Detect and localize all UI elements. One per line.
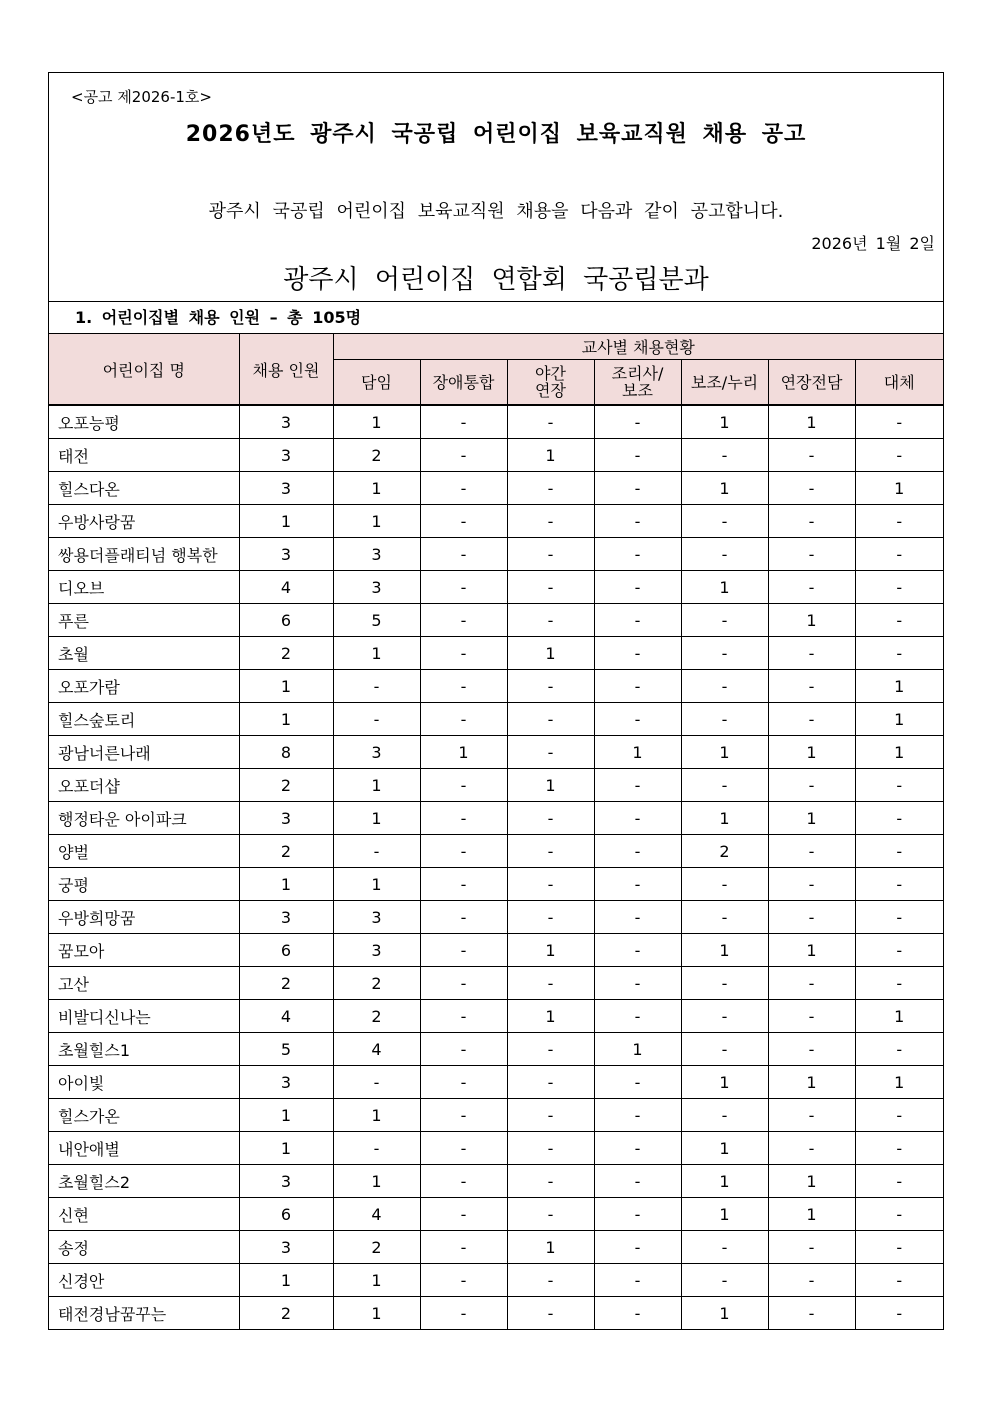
count-night-extended: - — [507, 1264, 594, 1297]
count-assistant-nuri: - — [681, 637, 768, 670]
daycare-name: 디오브 — [49, 571, 239, 604]
count-cook-assistant: - — [594, 637, 681, 670]
table-row — [49, 703, 943, 736]
total-count: 1 — [239, 868, 333, 901]
total-count: 3 — [239, 1165, 333, 1198]
count-substitute: - — [855, 538, 943, 571]
count-assistant-nuri: - — [681, 538, 768, 571]
table-row — [49, 1165, 943, 1198]
daycare-name: 신경안 — [49, 1264, 239, 1297]
count-assistant-nuri: 1 — [681, 736, 768, 769]
count-night-extended: - — [507, 604, 594, 637]
total-count: 6 — [239, 1198, 333, 1231]
count-substitute: 1 — [855, 703, 943, 736]
count-substitute: - — [855, 604, 943, 637]
header-teacher-group: 교사별 채용현황 — [333, 334, 943, 360]
count-extended-dedicated: - — [768, 670, 855, 703]
count-assistant-nuri: - — [681, 769, 768, 802]
section-title: 1. 어린이집별 채용 인원 – 총 105명 — [75, 308, 362, 327]
intro-text: 광주시 국공립 어린이집 보육교직원 채용을 다음과 같이 공고합니다. — [208, 201, 784, 222]
count-night-extended: 1 — [507, 934, 594, 967]
hiring-table — [49, 333, 943, 1329]
table-row — [49, 802, 943, 835]
count-substitute: - — [855, 1198, 943, 1231]
count-extended-dedicated: - — [768, 439, 855, 472]
count-substitute: - — [855, 505, 943, 538]
count-homeroom: - — [333, 703, 420, 736]
total-count: 2 — [239, 769, 333, 802]
count-night-extended: - — [507, 406, 594, 439]
count-night-extended: - — [507, 868, 594, 901]
count-cook-assistant: - — [594, 1132, 681, 1165]
count-homeroom: 1 — [333, 1165, 420, 1198]
table-row — [49, 637, 943, 670]
count-homeroom: 3 — [333, 934, 420, 967]
count-night-extended: - — [507, 571, 594, 604]
total-count: 5 — [239, 1033, 333, 1066]
count-assistant-nuri: - — [681, 1264, 768, 1297]
count-homeroom: 1 — [333, 802, 420, 835]
count-cook-assistant: - — [594, 670, 681, 703]
count-homeroom: 4 — [333, 1198, 420, 1231]
count-extended-dedicated: - — [768, 1231, 855, 1264]
count-assistant-nuri: 1 — [681, 802, 768, 835]
total-count: 3 — [239, 1231, 333, 1264]
count-extended-dedicated: 1 — [768, 1066, 855, 1099]
table-row — [49, 538, 943, 571]
count-assistant-nuri: - — [681, 868, 768, 901]
count-assistant-nuri: - — [681, 703, 768, 736]
count-extended-dedicated: 1 — [768, 1198, 855, 1231]
daycare-name: 꿈모아 — [49, 934, 239, 967]
count-homeroom: 5 — [333, 604, 420, 637]
count-extended-dedicated: - — [768, 637, 855, 670]
table-row — [49, 1297, 943, 1330]
count-homeroom: 1 — [333, 1264, 420, 1297]
count-homeroom: - — [333, 1132, 420, 1165]
table-row — [49, 1264, 943, 1297]
header-cook-assistant: 조리사/ 보조 — [594, 360, 681, 405]
count-extended-dedicated: 1 — [768, 736, 855, 769]
count-substitute: - — [855, 406, 943, 439]
table-row — [49, 571, 943, 604]
daycare-name: 내안애별 — [49, 1132, 239, 1165]
count-assistant-nuri: 1 — [681, 1297, 768, 1330]
count-assistant-nuri: 1 — [681, 1198, 768, 1231]
daycare-name: 초월 — [49, 637, 239, 670]
count-assistant-nuri: 1 — [681, 406, 768, 439]
count-cook-assistant: - — [594, 571, 681, 604]
count-assistant-nuri: - — [681, 604, 768, 637]
count-night-extended: - — [507, 1033, 594, 1066]
count-extended-dedicated: - — [768, 1000, 855, 1033]
count-homeroom: 1 — [333, 406, 420, 439]
count-disability-integrated: - — [420, 1231, 507, 1264]
count-cook-assistant: - — [594, 472, 681, 505]
count-extended-dedicated: - — [768, 472, 855, 505]
count-assistant-nuri: 2 — [681, 835, 768, 868]
total-count: 1 — [239, 670, 333, 703]
count-homeroom: 3 — [333, 736, 420, 769]
count-disability-integrated: - — [420, 934, 507, 967]
count-substitute: - — [855, 439, 943, 472]
total-count: 1 — [239, 1099, 333, 1132]
count-homeroom: 3 — [333, 571, 420, 604]
count-night-extended: 1 — [507, 769, 594, 802]
total-count: 8 — [239, 736, 333, 769]
total-count: 2 — [239, 1297, 333, 1330]
count-night-extended: - — [507, 1198, 594, 1231]
count-homeroom: - — [333, 670, 420, 703]
count-homeroom: 1 — [333, 868, 420, 901]
count-extended-dedicated: - — [768, 868, 855, 901]
count-cook-assistant: 1 — [594, 1033, 681, 1066]
count-disability-integrated: - — [420, 1099, 507, 1132]
count-cook-assistant: - — [594, 1231, 681, 1264]
count-disability-integrated: - — [420, 703, 507, 736]
count-cook-assistant: - — [594, 1165, 681, 1198]
count-disability-integrated: 1 — [420, 736, 507, 769]
count-disability-integrated: - — [420, 670, 507, 703]
count-cook-assistant: - — [594, 1099, 681, 1132]
daycare-name: 오포더샵 — [49, 769, 239, 802]
count-extended-dedicated: 1 — [768, 1165, 855, 1198]
count-assistant-nuri: - — [681, 901, 768, 934]
count-assistant-nuri: 1 — [681, 1132, 768, 1165]
count-homeroom: 1 — [333, 1297, 420, 1330]
count-cook-assistant: - — [594, 1297, 681, 1330]
table-row — [49, 439, 943, 472]
count-assistant-nuri: 1 — [681, 1165, 768, 1198]
total-count: 3 — [239, 1066, 333, 1099]
daycare-name: 고산 — [49, 967, 239, 1000]
count-substitute: - — [855, 802, 943, 835]
count-disability-integrated: - — [420, 1198, 507, 1231]
count-homeroom: 3 — [333, 538, 420, 571]
count-disability-integrated: - — [420, 1297, 507, 1330]
count-cook-assistant: - — [594, 439, 681, 472]
count-assistant-nuri: - — [681, 505, 768, 538]
count-substitute: - — [855, 1297, 943, 1330]
count-assistant-nuri: - — [681, 670, 768, 703]
daycare-name: 푸른 — [49, 604, 239, 637]
count-cook-assistant: - — [594, 505, 681, 538]
total-count: 4 — [239, 571, 333, 604]
count-extended-dedicated: - — [768, 769, 855, 802]
count-substitute: 1 — [855, 670, 943, 703]
daycare-name: 오포능평 — [49, 406, 239, 439]
count-substitute: 1 — [855, 1066, 943, 1099]
count-substitute: - — [855, 1033, 943, 1066]
count-homeroom: 1 — [333, 637, 420, 670]
table-row — [49, 1198, 943, 1231]
total-count: 3 — [239, 802, 333, 835]
count-night-extended: 1 — [507, 439, 594, 472]
count-cook-assistant: 1 — [594, 736, 681, 769]
table-row — [49, 604, 943, 637]
count-night-extended: - — [507, 736, 594, 769]
count-disability-integrated: - — [420, 406, 507, 439]
count-extended-dedicated: 1 — [768, 604, 855, 637]
count-extended-dedicated: - — [768, 505, 855, 538]
count-assistant-nuri: - — [681, 1033, 768, 1066]
count-homeroom: 1 — [333, 472, 420, 505]
total-count: 6 — [239, 934, 333, 967]
count-cook-assistant: - — [594, 1264, 681, 1297]
header-substitute: 대체 — [855, 360, 943, 405]
count-cook-assistant: - — [594, 604, 681, 637]
count-disability-integrated: - — [420, 1132, 507, 1165]
total-count: 3 — [239, 406, 333, 439]
count-night-extended: - — [507, 802, 594, 835]
count-substitute: - — [855, 1165, 943, 1198]
count-substitute: - — [855, 967, 943, 1000]
daycare-name: 힐스숲토리 — [49, 703, 239, 736]
count-assistant-nuri: - — [681, 1000, 768, 1033]
count-homeroom: 2 — [333, 967, 420, 1000]
table-row — [49, 472, 943, 505]
count-substitute: - — [855, 769, 943, 802]
table-row — [49, 670, 943, 703]
count-homeroom: 1 — [333, 769, 420, 802]
total-count: 2 — [239, 967, 333, 1000]
header-extended-dedicated: 연장전담 — [768, 360, 855, 405]
table-row — [49, 736, 943, 769]
page-title: 2026년도 광주시 국공립 어린이집 보육교직원 채용 공고 — [185, 122, 807, 147]
total-count: 2 — [239, 637, 333, 670]
count-homeroom: 1 — [333, 505, 420, 538]
count-assistant-nuri: 1 — [681, 1066, 768, 1099]
count-night-extended: - — [507, 1297, 594, 1330]
count-homeroom: 3 — [333, 901, 420, 934]
total-count: 6 — [239, 604, 333, 637]
table-row — [49, 835, 943, 868]
count-substitute: - — [855, 1264, 943, 1297]
count-cook-assistant: - — [594, 802, 681, 835]
count-assistant-nuri: - — [681, 1099, 768, 1132]
header-homeroom: 담임 — [333, 360, 420, 405]
count-extended-dedicated: - — [768, 1099, 855, 1132]
count-disability-integrated: - — [420, 1264, 507, 1297]
daycare-name: 궁평 — [49, 868, 239, 901]
table-row — [49, 868, 943, 901]
count-night-extended: - — [507, 472, 594, 505]
count-homeroom: 2 — [333, 439, 420, 472]
count-cook-assistant: - — [594, 901, 681, 934]
count-extended-dedicated: - — [768, 538, 855, 571]
count-substitute: - — [855, 637, 943, 670]
count-assistant-nuri: 1 — [681, 472, 768, 505]
count-extended-dedicated: - — [768, 835, 855, 868]
count-night-extended: 1 — [507, 1000, 594, 1033]
count-cook-assistant: - — [594, 934, 681, 967]
count-cook-assistant: - — [594, 703, 681, 736]
count-substitute: - — [855, 1132, 943, 1165]
count-night-extended: - — [507, 538, 594, 571]
total-count: 4 — [239, 1000, 333, 1033]
count-assistant-nuri: - — [681, 1231, 768, 1264]
count-disability-integrated: - — [420, 868, 507, 901]
count-night-extended: 1 — [507, 637, 594, 670]
count-cook-assistant: - — [594, 1198, 681, 1231]
notice-header — [49, 73, 943, 302]
count-cook-assistant: - — [594, 868, 681, 901]
count-extended-dedicated: - — [768, 1297, 855, 1330]
count-substitute: - — [855, 835, 943, 868]
total-count: 1 — [239, 1264, 333, 1297]
count-extended-dedicated: 1 — [768, 406, 855, 439]
daycare-name: 힐스다온 — [49, 472, 239, 505]
count-disability-integrated: - — [420, 769, 507, 802]
count-homeroom: - — [333, 1066, 420, 1099]
count-extended-dedicated: - — [768, 1264, 855, 1297]
count-assistant-nuri: 1 — [681, 571, 768, 604]
count-disability-integrated: - — [420, 538, 507, 571]
notice-document — [48, 72, 944, 1330]
count-disability-integrated: - — [420, 604, 507, 637]
count-cook-assistant: - — [594, 835, 681, 868]
count-disability-integrated: - — [420, 802, 507, 835]
total-count: 1 — [239, 703, 333, 736]
count-extended-dedicated: - — [768, 1033, 855, 1066]
count-night-extended: - — [507, 670, 594, 703]
count-homeroom: 1 — [333, 1099, 420, 1132]
daycare-name: 쌍용더플래티넘 행복한 — [49, 538, 239, 571]
count-disability-integrated: - — [420, 901, 507, 934]
count-disability-integrated: - — [420, 505, 507, 538]
header-total: 채용 인원 — [239, 334, 333, 405]
daycare-name: 송정 — [49, 1231, 239, 1264]
table-row — [49, 406, 943, 439]
table-row — [49, 1000, 943, 1033]
count-disability-integrated: - — [420, 1066, 507, 1099]
count-night-extended: - — [507, 505, 594, 538]
count-night-extended: - — [507, 1132, 594, 1165]
count-substitute: 1 — [855, 736, 943, 769]
count-disability-integrated: - — [420, 1000, 507, 1033]
count-extended-dedicated: - — [768, 703, 855, 736]
count-homeroom: - — [333, 835, 420, 868]
daycare-name: 초월힐스2 — [49, 1165, 239, 1198]
count-extended-dedicated: 1 — [768, 934, 855, 967]
header-assistant-nuri: 보조/누리 — [681, 360, 768, 405]
count-disability-integrated: - — [420, 1165, 507, 1198]
count-assistant-nuri: 1 — [681, 934, 768, 967]
count-extended-dedicated: - — [768, 901, 855, 934]
count-night-extended: 1 — [507, 1231, 594, 1264]
count-disability-integrated: - — [420, 1033, 507, 1066]
notice-number: <공고 제2026-1호> — [71, 88, 212, 106]
table-row — [49, 505, 943, 538]
daycare-name: 비발디신나는 — [49, 1000, 239, 1033]
count-cook-assistant: - — [594, 1000, 681, 1033]
daycare-name: 오포가람 — [49, 670, 239, 703]
count-cook-assistant: - — [594, 1066, 681, 1099]
total-count: 2 — [239, 835, 333, 868]
count-extended-dedicated: - — [768, 571, 855, 604]
count-homeroom: 4 — [333, 1033, 420, 1066]
table-row — [49, 967, 943, 1000]
count-homeroom: 2 — [333, 1231, 420, 1264]
count-cook-assistant: - — [594, 406, 681, 439]
count-disability-integrated: - — [420, 637, 507, 670]
count-cook-assistant: - — [594, 769, 681, 802]
count-extended-dedicated: - — [768, 1132, 855, 1165]
header-night-extended: 야간 연장 — [507, 360, 594, 405]
total-count: 3 — [239, 901, 333, 934]
total-count: 3 — [239, 538, 333, 571]
count-night-extended: - — [507, 835, 594, 868]
table-row — [49, 1066, 943, 1099]
notice-date: 2026년 1월 2일 — [811, 234, 935, 253]
daycare-name: 우방희망꿈 — [49, 901, 239, 934]
table-row — [49, 934, 943, 967]
count-extended-dedicated: 1 — [768, 802, 855, 835]
count-night-extended: - — [507, 1066, 594, 1099]
count-substitute: 1 — [855, 472, 943, 505]
total-count: 3 — [239, 439, 333, 472]
daycare-name: 태전경남꿈꾸는 — [49, 1297, 239, 1330]
total-count: 1 — [239, 1132, 333, 1165]
count-cook-assistant: - — [594, 967, 681, 1000]
count-night-extended: - — [507, 1165, 594, 1198]
count-homeroom: 2 — [333, 1000, 420, 1033]
daycare-name: 우방사랑꿈 — [49, 505, 239, 538]
daycare-name: 태전 — [49, 439, 239, 472]
header-disability-integrated: 장애통합 — [420, 360, 507, 405]
count-disability-integrated: - — [420, 439, 507, 472]
organization-name: 광주시 어린이집 연합회 국공립분과 — [283, 265, 709, 295]
total-count: 3 — [239, 472, 333, 505]
table-row — [49, 1231, 943, 1264]
count-substitute: 1 — [855, 1000, 943, 1033]
count-substitute: - — [855, 934, 943, 967]
count-night-extended: - — [507, 967, 594, 1000]
count-substitute: - — [855, 1231, 943, 1264]
count-substitute: - — [855, 571, 943, 604]
count-assistant-nuri: - — [681, 439, 768, 472]
count-disability-integrated: - — [420, 472, 507, 505]
daycare-name: 아이빛 — [49, 1066, 239, 1099]
daycare-name: 신현 — [49, 1198, 239, 1231]
header-daycare-name: 어린이집 명 — [49, 334, 239, 405]
count-substitute: - — [855, 901, 943, 934]
total-count: 1 — [239, 505, 333, 538]
count-disability-integrated: - — [420, 967, 507, 1000]
daycare-name: 초월힐스1 — [49, 1033, 239, 1066]
count-substitute: - — [855, 868, 943, 901]
table-row — [49, 1132, 943, 1165]
count-substitute: - — [855, 1099, 943, 1132]
daycare-name: 양벌 — [49, 835, 239, 868]
table-row — [49, 1033, 943, 1066]
count-night-extended: - — [507, 901, 594, 934]
table-row — [49, 1099, 943, 1132]
daycare-name: 힐스가온 — [49, 1099, 239, 1132]
count-night-extended: - — [507, 1099, 594, 1132]
count-night-extended: - — [507, 703, 594, 736]
daycare-name: 행정타운 아이파크 — [49, 802, 239, 835]
table-row — [49, 769, 943, 802]
table-row — [49, 901, 943, 934]
daycare-name: 광남너른나래 — [49, 736, 239, 769]
count-disability-integrated: - — [420, 835, 507, 868]
count-cook-assistant: - — [594, 538, 681, 571]
count-assistant-nuri: - — [681, 967, 768, 1000]
count-extended-dedicated: - — [768, 967, 855, 1000]
count-disability-integrated: - — [420, 571, 507, 604]
